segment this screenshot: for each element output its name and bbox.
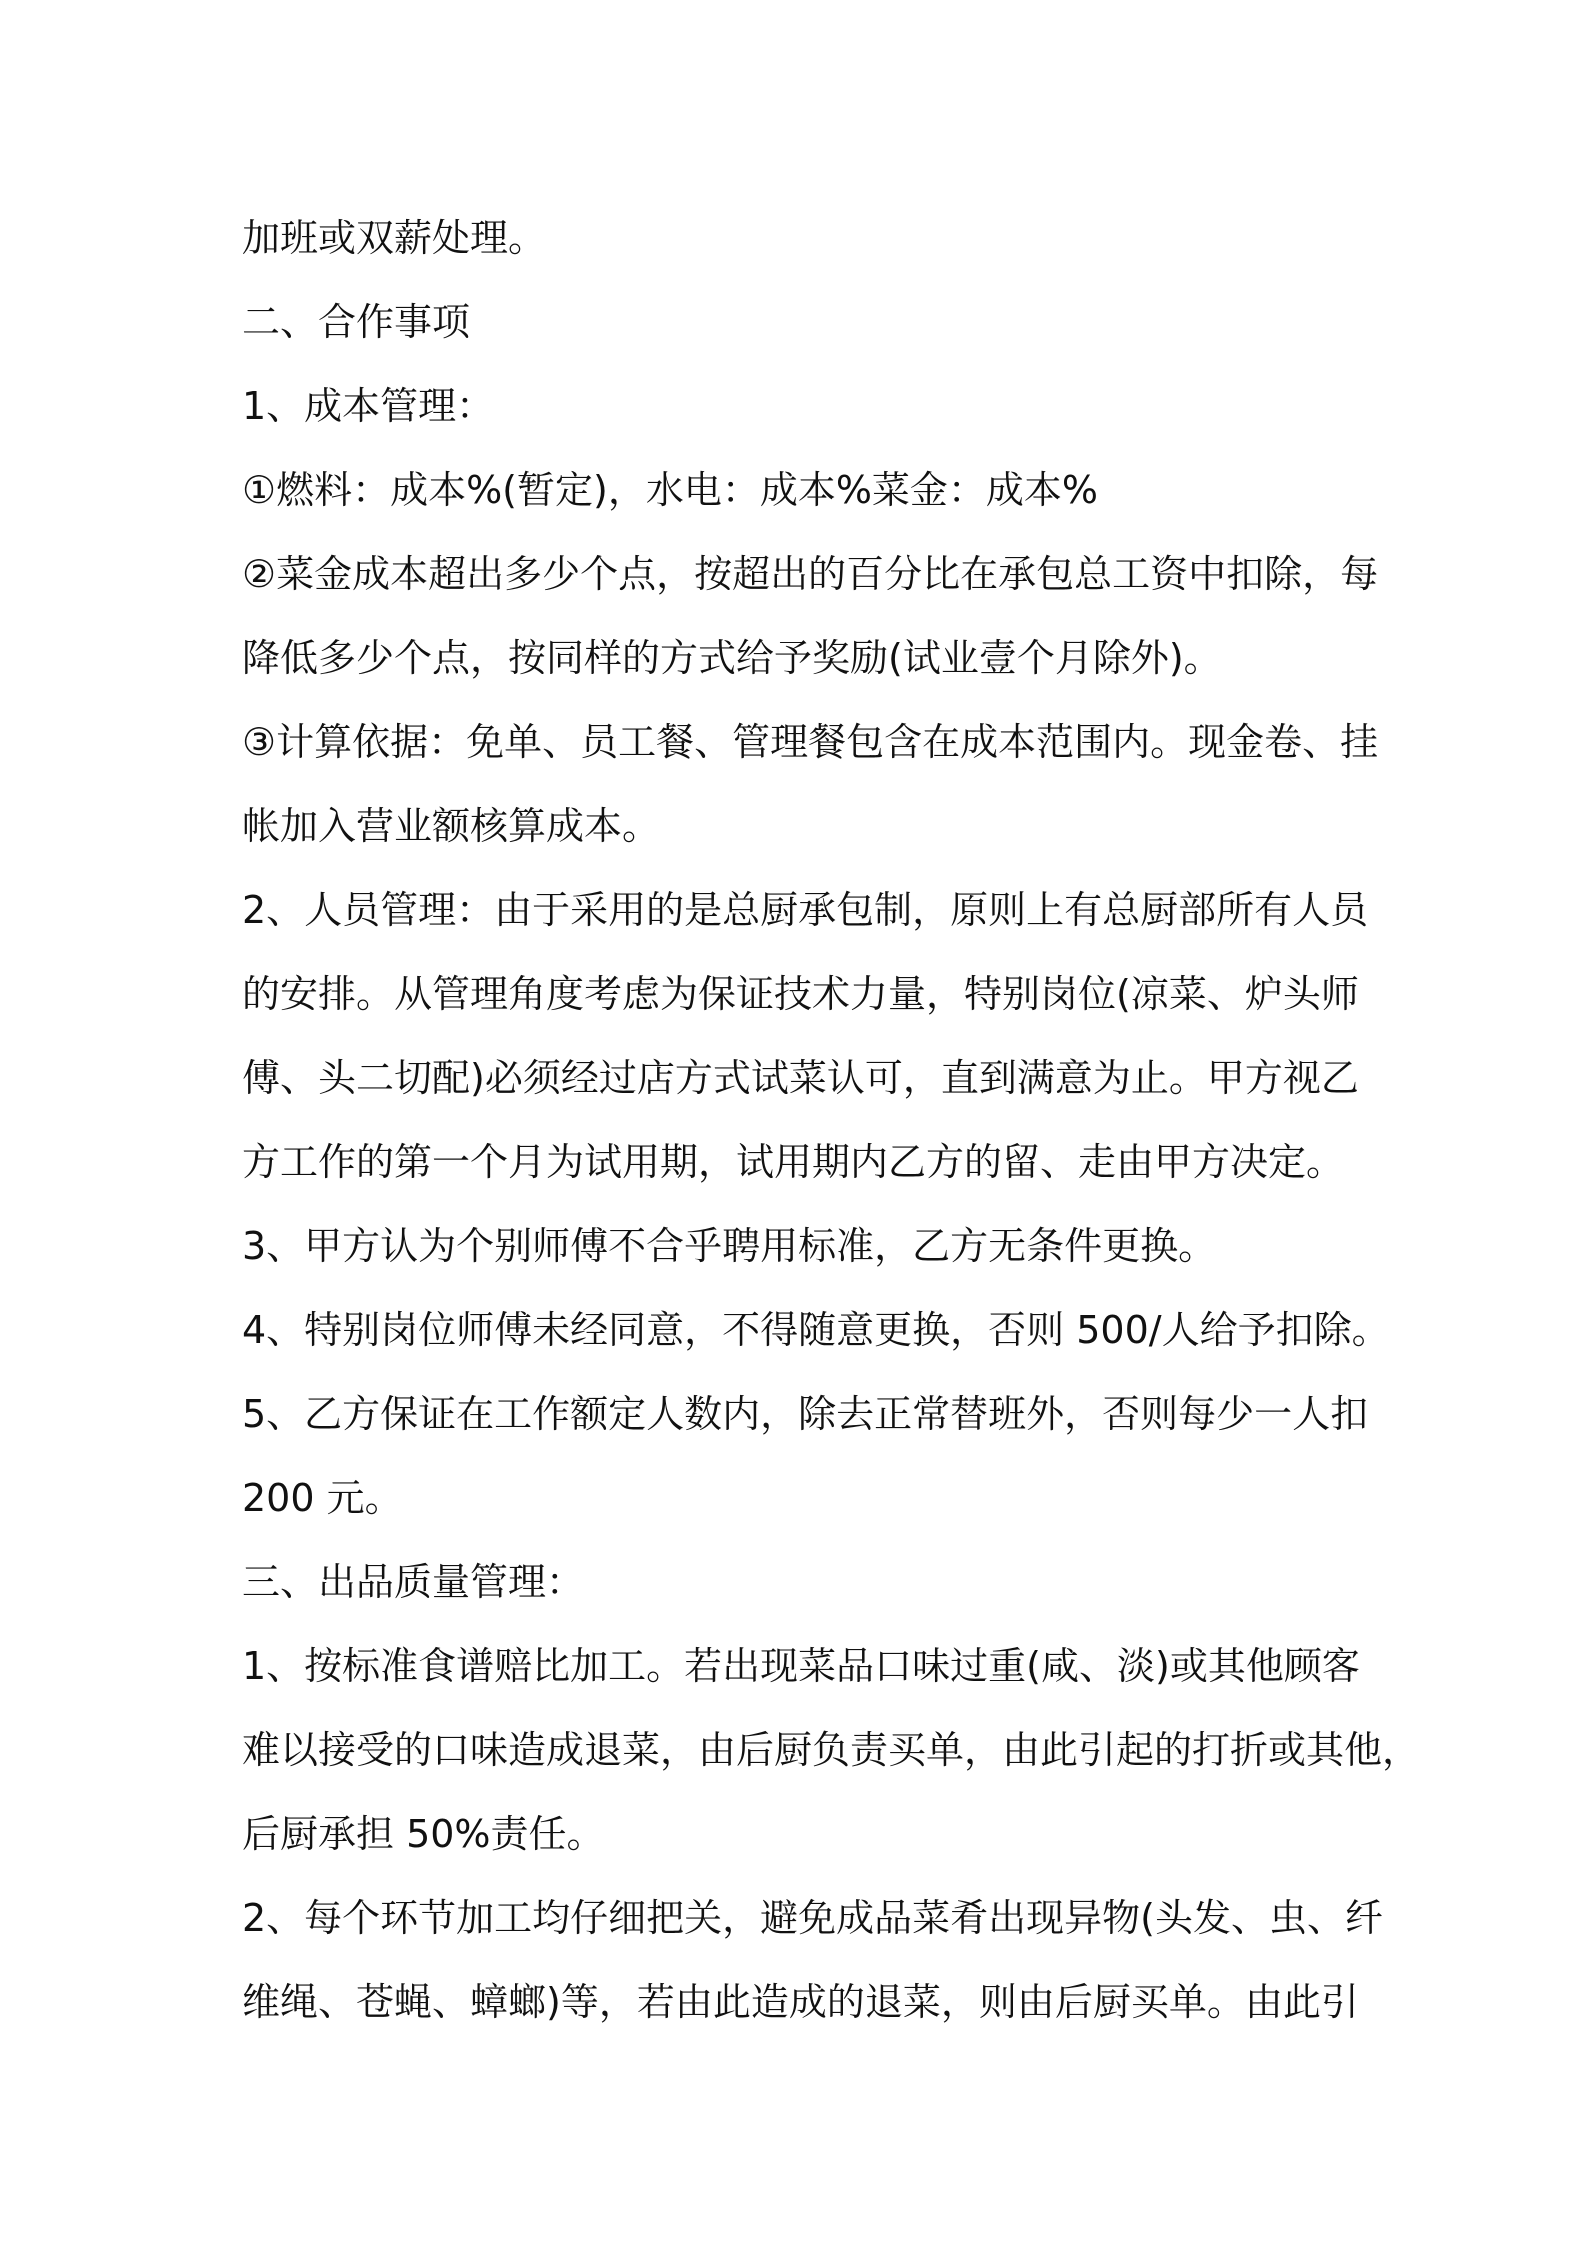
- subsection-heading: 1、成本管理：: [242, 384, 495, 428]
- text-line: 3、甲方认为个别师傅不合乎聘用标准，乙方无条件更换。: [242, 1224, 1217, 1268]
- text-line: ②菜金成本超出多少个点，按超出的百分比在承包总工资中扣除，每: [242, 552, 1379, 596]
- text-line: 的安排。从管理角度考虑为保证技术力量，特别岗位(凉菜、炉头师: [242, 972, 1359, 1016]
- text-line: 4、特别岗位师傅未经同意，不得随意更换，否则 500/人给予扣除。: [242, 1308, 1390, 1352]
- document-body: [242, 196, 1421, 2044]
- text-line: ①燃料：成本%(暂定)，水电：成本%菜金：成本%: [242, 468, 1099, 512]
- text-line: 帐加入营业额核算成本。: [242, 804, 661, 848]
- text-line: 方工作的第一个月为试用期，试用期内乙方的留、走由甲方决定。: [242, 1140, 1345, 1184]
- text-line: 1、按标准食谱赔比加工。若出现菜品口味过重(咸、淡)或其他顾客: [242, 1644, 1360, 1688]
- text-line: 降低多少个点，按同样的方式给予奖励(试业壹个月除外)。: [242, 636, 1222, 680]
- text-line: ③计算依据：免单、员工餐、管理餐包含在成本范围内。现金卷、挂: [242, 720, 1379, 764]
- text-line: 维绳、苍蝇、蟑螂)等，若由此造成的退菜，则由后厨买单。由此引: [242, 1980, 1359, 2024]
- text-line: 2、每个环节加工均仔细把关，避免成品菜肴出现异物(头发、虫、纤: [242, 1896, 1384, 1940]
- text-line: 200 元。: [242, 1476, 403, 1520]
- text-line: 后厨承担 50%责任。: [242, 1812, 605, 1856]
- text-line: 难以接受的口味造成退菜，由后厨负责买单，由此引起的打折或其他，: [242, 1728, 1421, 1772]
- text-line: 5、乙方保证在工作额定人数内，除去正常替班外，否则每少一人扣: [242, 1392, 1369, 1436]
- section-heading: 二、合作事项: [242, 300, 471, 344]
- section-heading: 三、出品质量管理：: [242, 1560, 585, 1604]
- text-line: 傅、头二切配)必须经过店方式试菜认可，直到满意为止。甲方视乙: [242, 1056, 1359, 1100]
- text-line: 加班或双薪处理。: [242, 216, 547, 260]
- text-line: 2、人员管理：由于采用的是总厨承包制，原则上有总厨部所有人员: [242, 888, 1369, 932]
